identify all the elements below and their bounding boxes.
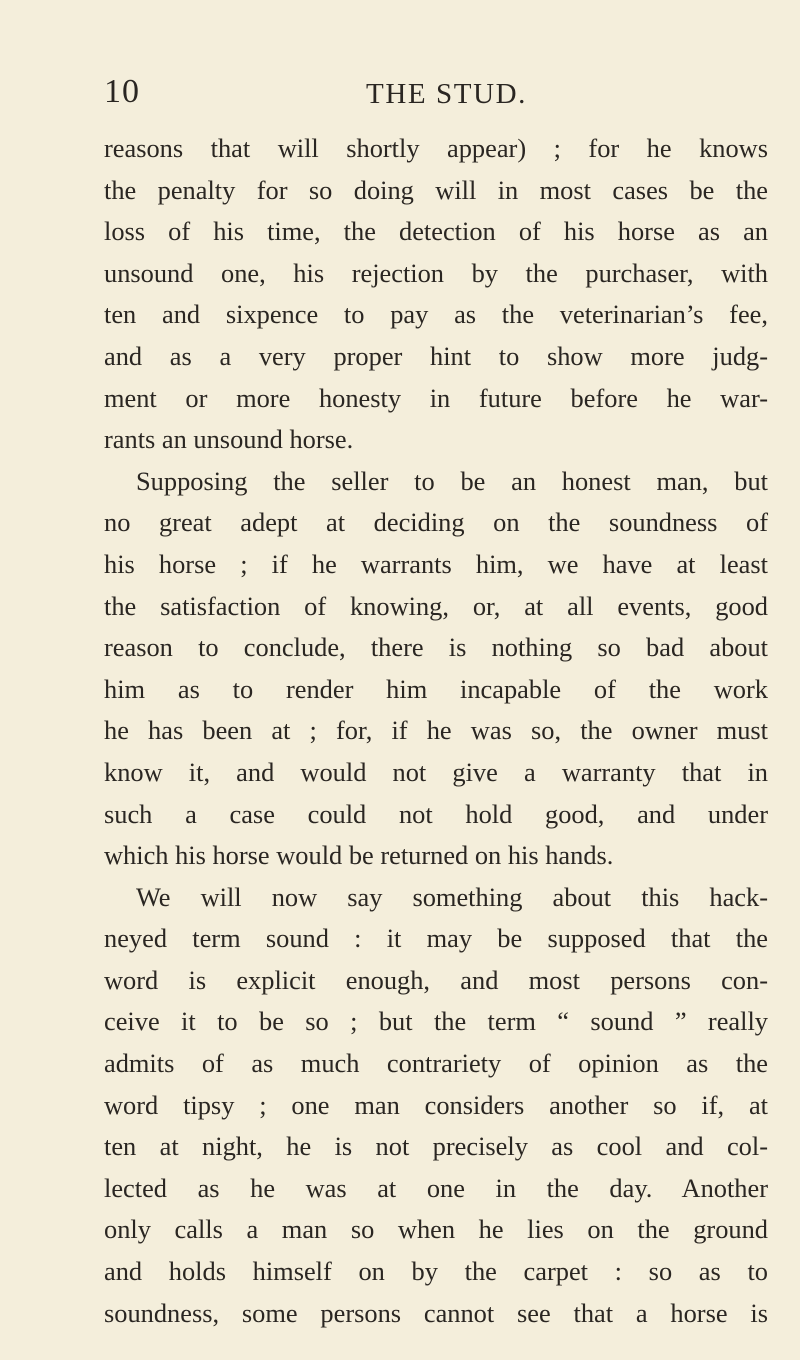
paragraph-3 <box>104 877 768 1335</box>
text-line: his horse ; if he warrants him, we have at least <box>104 548 768 579</box>
text-line: the penalty for so doing will in most cases be the <box>104 174 768 205</box>
text-line: ceive it to be so ; but the term “ sound ” really <box>104 1006 768 1037</box>
text-line: loss of his time, the detection of his horse as an <box>104 216 768 247</box>
text-line: the satisfaction of knowing, or, at all events, good <box>104 590 768 621</box>
text-line: know it, and would not give a warranty that in <box>104 756 768 787</box>
page-number: 10 <box>104 73 140 110</box>
text-line: ten at night, he is not precisely as cool and col- <box>104 1131 768 1162</box>
text-line: him as to render him incapable of the work <box>104 673 768 704</box>
text-line: no great adept at deciding on the soundness of <box>104 507 768 538</box>
text-line: ten and sixpence to pay as the veterinarian’s fee, <box>104 299 768 330</box>
paragraph-1 <box>104 128 768 461</box>
text-line: soundness, some persons cannot see that a horse is <box>104 1297 768 1328</box>
text-line: word tipsy ; one man considers another so if, at <box>104 1089 768 1120</box>
text-line: he has been at ; for, if he was so, the owner must <box>104 715 768 746</box>
text-line: and holds himself on by the carpet : so as to <box>104 1256 768 1287</box>
text-line: lected as he was at one in the day. Another <box>104 1172 768 1203</box>
running-title: THE STUD. <box>366 78 528 110</box>
text-line: reason to conclude, there is nothing so bad about <box>104 632 768 663</box>
text-line: neyed term sound : it may be supposed that the <box>104 923 768 954</box>
page-header <box>104 70 768 114</box>
body-text <box>104 128 768 1334</box>
text-line: admits of as much contrariety of opinion as the <box>104 1048 768 1079</box>
text-line: such a case could not hold good, and under <box>104 798 768 829</box>
text-line: Supposing the seller to be an honest man, but <box>136 465 768 496</box>
text-line: ment or more honesty in future before he war- <box>104 382 768 413</box>
text-line: only calls a man so when he lies on the ground <box>104 1214 768 1245</box>
text-line: and as a very proper hint to show more judg- <box>104 340 768 371</box>
text-line: word is explicit enough, and most persons con- <box>104 964 768 995</box>
text-line: reasons that will shortly appear) ; for he knows <box>104 133 768 163</box>
text-line: which his horse would be returned on his hands. <box>104 840 614 871</box>
text-line: We will now say something about this hack- <box>136 881 768 912</box>
text-line: unsound one, his rejection by the purchaser, with <box>104 257 768 288</box>
paragraph-2 <box>104 461 768 877</box>
text-line: rants an unsound horse. <box>104 424 354 455</box>
